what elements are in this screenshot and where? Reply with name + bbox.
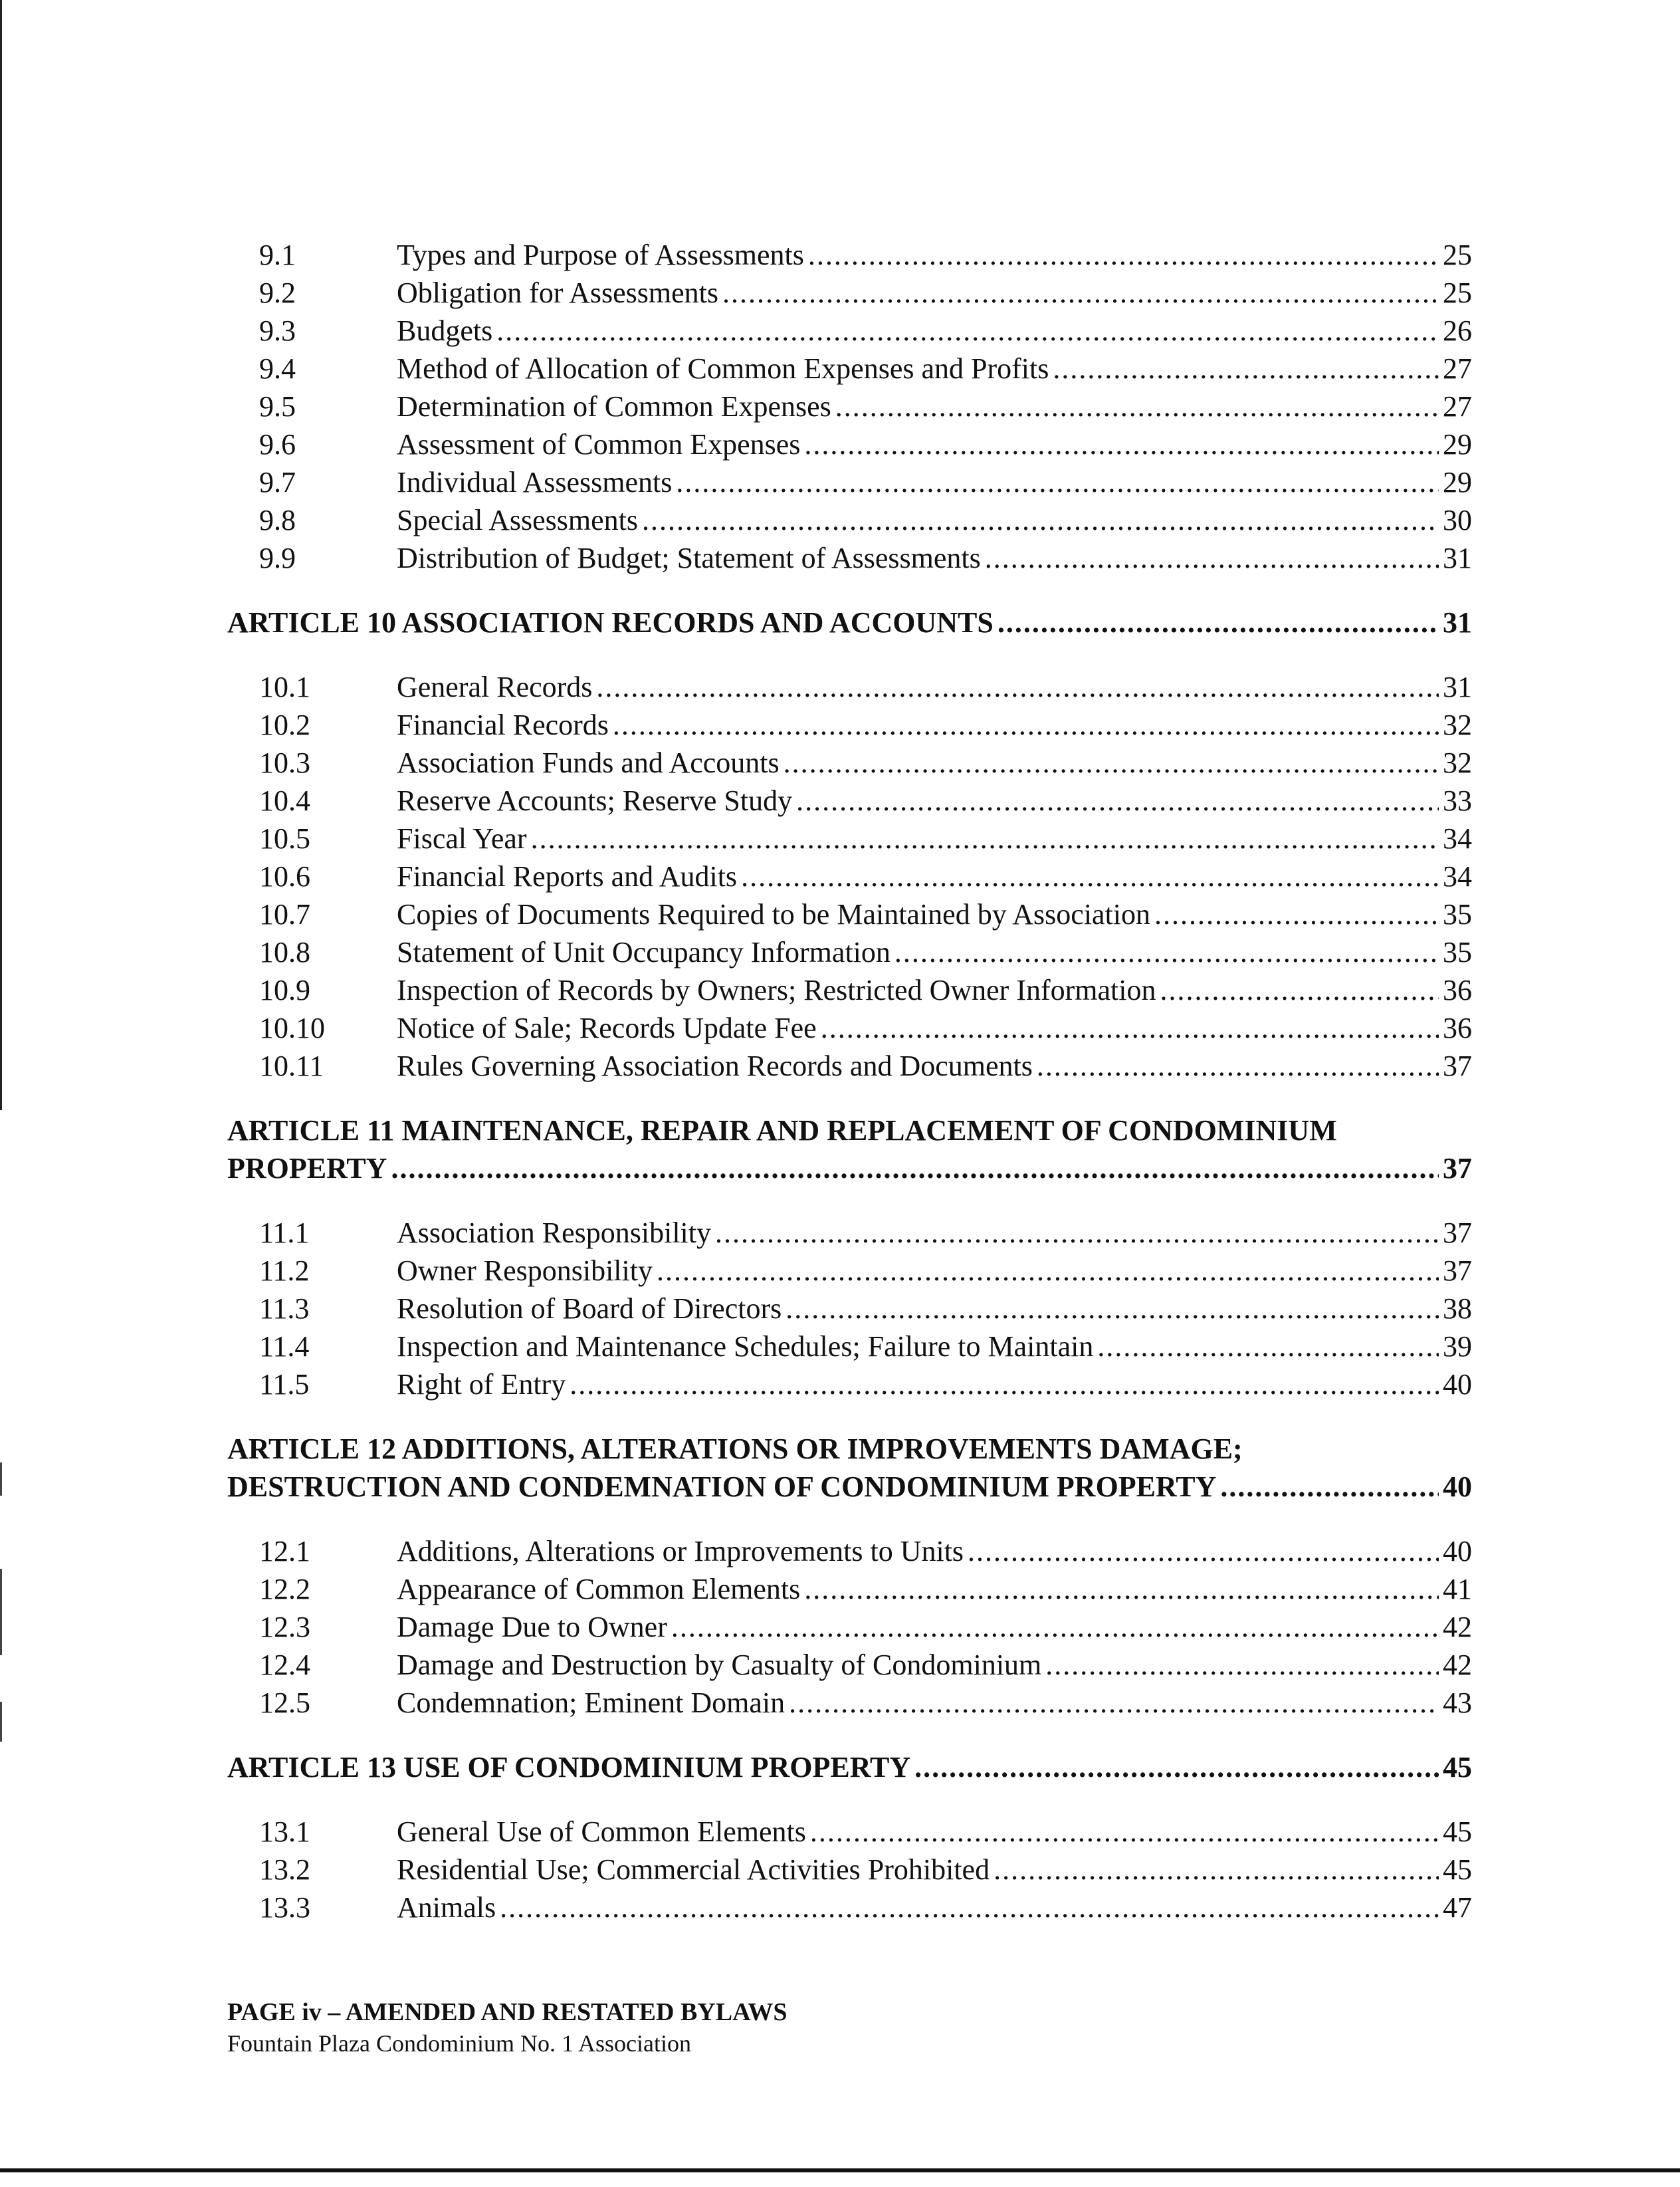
footer-association-name: Fountain Plaza Condominium No. 1 Association bbox=[227, 2030, 691, 2057]
entry-number: 10.10 bbox=[259, 1012, 325, 1044]
dot-leader bbox=[1037, 1047, 1439, 1085]
entry-page: 29 bbox=[1443, 466, 1472, 499]
article-10-heading[interactable] bbox=[227, 604, 1472, 641]
toc-entry[interactable] bbox=[227, 1813, 1472, 1851]
entry-title: Obligation for Assessments bbox=[397, 277, 718, 309]
entry-page: 36 bbox=[1443, 1012, 1472, 1044]
entry-page: 32 bbox=[1443, 747, 1472, 779]
entry-title: Residential Use; Commercial Activities Prohibited bbox=[397, 1853, 990, 1886]
entry-page: 34 bbox=[1443, 860, 1472, 893]
entry-title: Appearance of Common Elements bbox=[397, 1573, 801, 1605]
toc-entry[interactable] bbox=[227, 820, 1472, 858]
entry-page: 43 bbox=[1443, 1686, 1472, 1719]
entry-number: 10.2 bbox=[259, 709, 310, 741]
entry-page: 38 bbox=[1443, 1292, 1472, 1325]
dot-leader bbox=[657, 1252, 1439, 1290]
dot-leader bbox=[994, 1851, 1439, 1889]
toc-entry[interactable] bbox=[227, 1290, 1472, 1327]
section-10-list bbox=[227, 668, 1472, 1085]
article-title: ARTICLE 13 USE OF CONDOMINIUM PROPERTY bbox=[227, 1751, 911, 1784]
toc-entry[interactable] bbox=[227, 1365, 1472, 1403]
entry-title: Resolution of Board of Directors bbox=[397, 1292, 782, 1325]
toc-entry[interactable] bbox=[227, 312, 1472, 350]
toc-entry[interactable] bbox=[227, 895, 1472, 933]
entry-number: 9.8 bbox=[259, 504, 296, 536]
entry-number: 10.9 bbox=[259, 974, 310, 1006]
entry-number: 10.3 bbox=[259, 747, 310, 779]
toc-entry[interactable] bbox=[227, 1532, 1472, 1570]
dot-leader bbox=[1220, 1468, 1439, 1506]
entry-number: 10.7 bbox=[259, 898, 310, 931]
entry-title: Determination of Common Expenses bbox=[397, 390, 831, 423]
dot-leader bbox=[1097, 1327, 1439, 1365]
dot-leader bbox=[796, 782, 1439, 820]
dot-leader bbox=[1160, 971, 1439, 1009]
entry-number: 11.5 bbox=[259, 1368, 310, 1401]
entry-title: Rules Governing Association Records and Documents bbox=[397, 1050, 1033, 1082]
toc-entry[interactable] bbox=[227, 1646, 1472, 1684]
entry-number: 10.6 bbox=[259, 860, 310, 893]
entry-page: 29 bbox=[1443, 428, 1472, 461]
toc-entry[interactable] bbox=[227, 1851, 1472, 1889]
section-12-list bbox=[227, 1532, 1472, 1722]
dot-leader bbox=[804, 1570, 1439, 1608]
toc-entry[interactable] bbox=[227, 501, 1472, 539]
entry-number: 10.5 bbox=[259, 822, 310, 855]
toc-entry[interactable] bbox=[227, 539, 1472, 577]
entry-number: 11.1 bbox=[259, 1216, 310, 1249]
entry-title: Distribution of Budget; Statement of Assessments bbox=[397, 542, 981, 574]
entry-page: 40 bbox=[1443, 1535, 1472, 1567]
dot-leader bbox=[391, 1149, 1439, 1187]
article-title-line1: ARTICLE 12 ADDITIONS, ALTERATIONS OR IMPROVEMENTS DAMAGE; bbox=[227, 1433, 1243, 1465]
dot-leader bbox=[786, 1290, 1439, 1327]
dot-leader bbox=[570, 1365, 1439, 1403]
entry-page: 42 bbox=[1443, 1611, 1472, 1643]
toc-entry[interactable] bbox=[227, 668, 1472, 706]
entry-title: Damage and Destruction by Casualty of Condominium bbox=[397, 1649, 1042, 1681]
toc-entry[interactable] bbox=[227, 1889, 1472, 1926]
toc-entry[interactable] bbox=[227, 933, 1472, 971]
toc-entry[interactable] bbox=[227, 1327, 1472, 1365]
entry-title: Animals bbox=[397, 1891, 496, 1924]
entry-title: Assessment of Common Expenses bbox=[397, 428, 801, 461]
entry-page: 31 bbox=[1443, 542, 1472, 574]
entry-page: 34 bbox=[1443, 822, 1472, 855]
scan-edge-left bbox=[0, 0, 2, 1110]
entry-page: 25 bbox=[1443, 277, 1472, 309]
article-11-heading[interactable] bbox=[227, 1111, 1472, 1187]
dot-leader bbox=[496, 312, 1439, 350]
entry-title: Individual Assessments bbox=[397, 466, 673, 499]
entry-page: 32 bbox=[1443, 709, 1472, 741]
article-page: 31 bbox=[1443, 606, 1472, 639]
toc-entry[interactable] bbox=[227, 1608, 1472, 1646]
dot-leader bbox=[1154, 895, 1439, 933]
entry-title: Inspection and Maintenance Schedules; Failure to Maintain bbox=[397, 1330, 1094, 1363]
entry-title: General Records bbox=[397, 671, 593, 703]
dot-leader bbox=[894, 933, 1439, 971]
entry-title: Financial Records bbox=[397, 709, 609, 741]
entry-number: 10.4 bbox=[259, 784, 310, 817]
entry-number: 9.6 bbox=[259, 428, 296, 461]
entry-page: 45 bbox=[1443, 1815, 1472, 1848]
dot-leader bbox=[741, 858, 1439, 895]
entry-title: Association Funds and Accounts bbox=[397, 747, 780, 779]
dot-leader bbox=[671, 1608, 1439, 1646]
entry-title: Additions, Alterations or Improvements to Units bbox=[397, 1535, 964, 1567]
entry-title: Fiscal Year bbox=[397, 822, 527, 855]
entry-page: 31 bbox=[1443, 671, 1472, 703]
scan-edge-bottom bbox=[0, 2168, 1680, 2172]
dot-leader bbox=[968, 1532, 1439, 1570]
dot-leader bbox=[613, 706, 1439, 744]
article-title: ARTICLE 10 ASSOCIATION RECORDS AND ACCOUNTS bbox=[227, 606, 994, 639]
entry-number: 12.1 bbox=[259, 1535, 310, 1567]
entry-number: 11.2 bbox=[259, 1254, 310, 1287]
dot-leader bbox=[835, 388, 1439, 425]
dot-leader bbox=[789, 1684, 1439, 1722]
scan-mark bbox=[0, 1702, 2, 1742]
entry-title: Damage Due to Owner bbox=[397, 1611, 667, 1643]
entry-title: Inspection of Records by Owners; Restricted Owner Information bbox=[397, 974, 1156, 1006]
entry-page: 47 bbox=[1443, 1891, 1472, 1924]
article-page: 37 bbox=[1443, 1152, 1472, 1185]
dot-leader bbox=[676, 463, 1439, 501]
article-title-line2: DESTRUCTION AND CONDEMNATION OF CONDOMINIUM PROPERTY bbox=[227, 1470, 1217, 1503]
entry-title: Reserve Accounts; Reserve Study bbox=[397, 784, 793, 817]
toc-entry[interactable] bbox=[227, 1009, 1472, 1047]
entry-page: 26 bbox=[1443, 314, 1472, 347]
section-13-list bbox=[227, 1813, 1472, 1926]
entry-number: 11.3 bbox=[259, 1292, 310, 1325]
entry-number: 13.1 bbox=[259, 1815, 310, 1848]
dot-leader bbox=[821, 1009, 1439, 1047]
section-9-list bbox=[227, 236, 1472, 577]
dot-leader bbox=[784, 744, 1439, 782]
entry-title: General Use of Common Elements bbox=[397, 1815, 806, 1848]
toc-entry[interactable] bbox=[227, 744, 1472, 782]
entry-number: 13.3 bbox=[259, 1891, 310, 1924]
entry-title: Right of Entry bbox=[397, 1368, 566, 1401]
entry-number: 12.5 bbox=[259, 1686, 310, 1719]
toc-entry[interactable] bbox=[227, 463, 1472, 501]
toc-entry[interactable] bbox=[227, 388, 1472, 425]
entry-page: 42 bbox=[1443, 1649, 1472, 1681]
entry-title: Statement of Unit Occupancy Information bbox=[397, 936, 891, 969]
article-title-line1: ARTICLE 11 MAINTENANCE, REPAIR AND REPLACEMENT OF CONDOMINIUM bbox=[227, 1114, 1337, 1147]
toc-entry[interactable] bbox=[227, 782, 1472, 820]
page-footer bbox=[227, 1996, 787, 2059]
toc-entry[interactable] bbox=[227, 1252, 1472, 1290]
entry-page: 35 bbox=[1443, 936, 1472, 969]
toc-entry[interactable] bbox=[227, 706, 1472, 744]
dot-leader bbox=[722, 274, 1439, 312]
entry-page: 45 bbox=[1443, 1853, 1472, 1886]
entry-page: 27 bbox=[1443, 352, 1472, 385]
article-title-line2: PROPERTY bbox=[227, 1152, 387, 1185]
entry-title: Special Assessments bbox=[397, 504, 638, 536]
entry-title: Copies of Documents Required to be Maintained by Association bbox=[397, 898, 1151, 931]
entry-page: 40 bbox=[1443, 1368, 1472, 1401]
entry-page: 37 bbox=[1443, 1050, 1472, 1082]
section-11-list bbox=[227, 1214, 1472, 1403]
entry-page: 39 bbox=[1443, 1330, 1472, 1363]
table-of-contents bbox=[227, 236, 1472, 1926]
dot-leader bbox=[531, 820, 1439, 858]
entry-number: 9.5 bbox=[259, 390, 296, 423]
entry-title: Owner Responsibility bbox=[397, 1254, 653, 1287]
entry-page: 37 bbox=[1443, 1216, 1472, 1249]
toc-entry[interactable] bbox=[227, 274, 1472, 312]
toc-entry[interactable] bbox=[227, 236, 1472, 274]
article-13-heading[interactable] bbox=[227, 1748, 1472, 1786]
toc-entry[interactable] bbox=[227, 350, 1472, 388]
entry-number: 12.4 bbox=[259, 1649, 310, 1681]
footer-page-label: PAGE iv – AMENDED AND RESTATED BYLAWS bbox=[227, 1998, 788, 2026]
entry-title: Notice of Sale; Records Update Fee bbox=[397, 1012, 817, 1044]
dot-leader bbox=[1045, 1646, 1439, 1684]
entry-number: 9.2 bbox=[259, 277, 296, 309]
entry-number: 9.3 bbox=[259, 314, 296, 347]
article-12-heading[interactable] bbox=[227, 1430, 1472, 1506]
dot-leader bbox=[596, 668, 1439, 706]
dot-leader bbox=[998, 604, 1439, 641]
entry-title: Association Responsibility bbox=[397, 1216, 711, 1249]
toc-entry[interactable] bbox=[227, 425, 1472, 463]
entry-number: 9.7 bbox=[259, 466, 296, 499]
entry-page: 37 bbox=[1443, 1254, 1472, 1287]
toc-entry[interactable] bbox=[227, 1684, 1472, 1722]
toc-entry[interactable] bbox=[227, 1214, 1472, 1252]
entry-number: 12.2 bbox=[259, 1573, 310, 1605]
entry-number: 9.1 bbox=[259, 239, 296, 271]
dot-leader bbox=[985, 539, 1439, 577]
dot-leader bbox=[914, 1748, 1439, 1786]
article-page: 45 bbox=[1443, 1751, 1472, 1784]
dot-leader bbox=[1053, 350, 1439, 388]
entry-title: Condemnation; Eminent Domain bbox=[397, 1686, 786, 1719]
dot-leader bbox=[810, 1813, 1439, 1851]
entry-page: 33 bbox=[1443, 784, 1472, 817]
dot-leader bbox=[715, 1214, 1439, 1252]
toc-entry[interactable] bbox=[227, 971, 1472, 1009]
scan-mark bbox=[0, 1569, 2, 1655]
entry-number: 10.1 bbox=[259, 671, 310, 703]
entry-page: 27 bbox=[1443, 390, 1472, 423]
entry-number: 9.9 bbox=[259, 542, 296, 574]
toc-entry[interactable] bbox=[227, 1047, 1472, 1085]
entry-page: 41 bbox=[1443, 1573, 1472, 1605]
toc-entry[interactable] bbox=[227, 1570, 1472, 1608]
toc-entry[interactable] bbox=[227, 858, 1472, 895]
entry-title: Types and Purpose of Assessments bbox=[397, 239, 804, 271]
entry-number: 11.4 bbox=[259, 1330, 310, 1363]
entry-number: 13.2 bbox=[259, 1853, 310, 1886]
entry-page: 36 bbox=[1443, 974, 1472, 1006]
dot-leader bbox=[808, 236, 1439, 274]
entry-page: 30 bbox=[1443, 504, 1472, 536]
dot-leader bbox=[804, 425, 1439, 463]
entry-page: 25 bbox=[1443, 239, 1472, 271]
dot-leader bbox=[642, 501, 1439, 539]
entry-number: 10.8 bbox=[259, 936, 310, 969]
entry-title: Budgets bbox=[397, 314, 493, 347]
article-page: 40 bbox=[1443, 1470, 1472, 1503]
entry-title: Method of Allocation of Common Expenses and Profits bbox=[397, 352, 1049, 385]
entry-page: 35 bbox=[1443, 898, 1472, 931]
scan-mark bbox=[0, 1462, 2, 1496]
entry-number: 9.4 bbox=[259, 352, 296, 385]
entry-number: 10.11 bbox=[259, 1050, 324, 1082]
entry-title: Financial Reports and Audits bbox=[397, 860, 738, 893]
dot-leader bbox=[500, 1889, 1439, 1926]
entry-number: 12.3 bbox=[259, 1611, 310, 1643]
